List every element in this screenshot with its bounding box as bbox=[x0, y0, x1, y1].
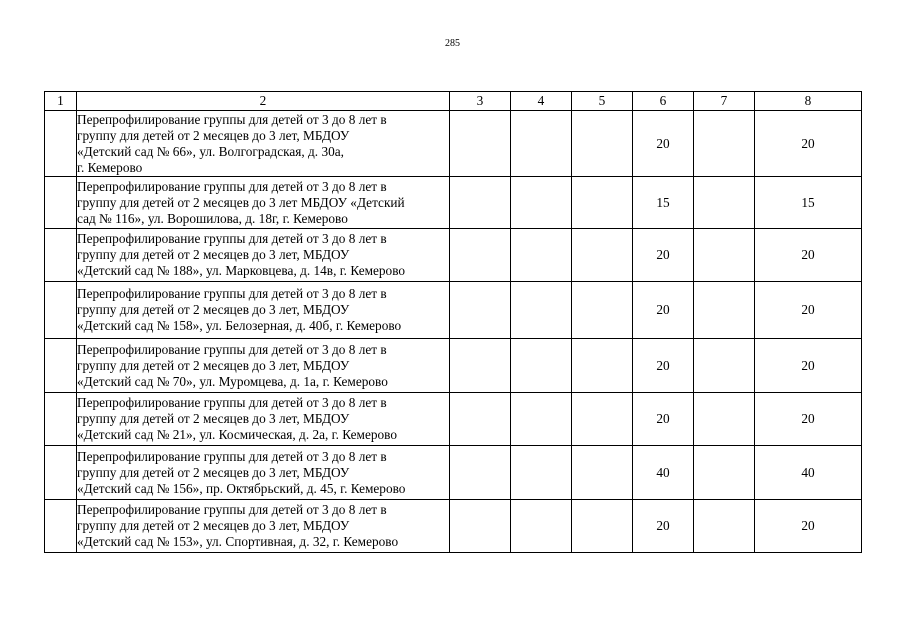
cell-col-1 bbox=[45, 393, 77, 446]
cell-col-8: 20 bbox=[755, 339, 862, 393]
header-col-6: 6 bbox=[633, 92, 694, 111]
cell-description: Перепрофилирование группы для детей от 3 до 8 лет в группу для детей от 2 месяцев до 3 лет, МБДОУ «Детский сад № 156», пр. Октябрьский, д. 45, г. Кемерово bbox=[77, 446, 450, 500]
cell-col-5 bbox=[572, 282, 633, 339]
cell-description: Перепрофилирование группы для детей от 3 до 8 лет в группу для детей от 2 месяцев до 3 лет, МБДОУ «Детский сад № 66», ул. Волгоградская, д. 30а, г. Кемерово bbox=[77, 111, 450, 177]
cell-col-5 bbox=[572, 339, 633, 393]
header-col-5: 5 bbox=[572, 92, 633, 111]
table-row bbox=[45, 111, 862, 177]
table-row bbox=[45, 339, 862, 393]
cell-description: Перепрофилирование группы для детей от 3 до 8 лет в группу для детей от 2 месяцев до 3 лет, МБДОУ «Детский сад № 21», ул. Космическая, д. 2а, г. Кемерово bbox=[77, 393, 450, 446]
cell-col-4 bbox=[511, 282, 572, 339]
cell-col-6: 20 bbox=[633, 500, 694, 553]
header-col-7: 7 bbox=[694, 92, 755, 111]
cell-col-1 bbox=[45, 111, 77, 177]
cell-col-7 bbox=[694, 111, 755, 177]
cell-description: Перепрофилирование группы для детей от 3 до 8 лет в группу для детей от 2 месяцев до 3 лет, МБДОУ «Детский сад № 158», ул. Белозерная, д. 40б, г. Кемерово bbox=[77, 282, 450, 339]
cell-col-4 bbox=[511, 229, 572, 282]
cell-col-8: 20 bbox=[755, 282, 862, 339]
cell-col-1 bbox=[45, 446, 77, 500]
cell-col-4 bbox=[511, 393, 572, 446]
cell-col-4 bbox=[511, 446, 572, 500]
cell-col-3 bbox=[450, 446, 511, 500]
cell-col-1 bbox=[45, 177, 77, 229]
cell-col-6: 40 bbox=[633, 446, 694, 500]
table-header bbox=[45, 92, 862, 111]
cell-col-7 bbox=[694, 500, 755, 553]
cell-col-8: 20 bbox=[755, 229, 862, 282]
cell-col-8: 20 bbox=[755, 393, 862, 446]
header-col-8: 8 bbox=[755, 92, 862, 111]
header-row bbox=[45, 92, 862, 111]
cell-col-4 bbox=[511, 111, 572, 177]
table-row bbox=[45, 229, 862, 282]
cell-col-6: 20 bbox=[633, 282, 694, 339]
cell-col-4 bbox=[511, 500, 572, 553]
table-row bbox=[45, 282, 862, 339]
cell-col-7 bbox=[694, 229, 755, 282]
cell-col-3 bbox=[450, 339, 511, 393]
cell-col-3 bbox=[450, 111, 511, 177]
cell-col-7 bbox=[694, 177, 755, 229]
cell-col-7 bbox=[694, 446, 755, 500]
cell-col-4 bbox=[511, 339, 572, 393]
cell-col-8: 20 bbox=[755, 111, 862, 177]
cell-col-1 bbox=[45, 500, 77, 553]
cell-col-5 bbox=[572, 229, 633, 282]
cell-col-6: 20 bbox=[633, 339, 694, 393]
cell-col-6: 20 bbox=[633, 111, 694, 177]
page-number: 285 bbox=[445, 38, 460, 49]
cell-col-8: 15 bbox=[755, 177, 862, 229]
table-row bbox=[45, 177, 862, 229]
cell-col-3 bbox=[450, 500, 511, 553]
cell-col-5 bbox=[572, 500, 633, 553]
data-table bbox=[44, 91, 862, 553]
cell-col-6: 20 bbox=[633, 393, 694, 446]
cell-col-1 bbox=[45, 282, 77, 339]
cell-col-3 bbox=[450, 229, 511, 282]
cell-description: Перепрофилирование группы для детей от 3 до 8 лет в группу для детей от 2 месяцев до 3 лет, МБДОУ «Детский сад № 188», ул. Марковцева, д. 14в, г. Кемерово bbox=[77, 229, 450, 282]
header-col-4: 4 bbox=[511, 92, 572, 111]
cell-col-5 bbox=[572, 111, 633, 177]
cell-col-1 bbox=[45, 339, 77, 393]
cell-description: Перепрофилирование группы для детей от 3 до 8 лет в группу для детей от 2 месяцев до 3 лет МБДОУ «Детский сад № 116», ул. Ворошилова, д. 18г, г. Кемерово bbox=[77, 177, 450, 229]
cell-col-3 bbox=[450, 282, 511, 339]
cell-col-6: 15 bbox=[633, 177, 694, 229]
cell-col-1 bbox=[45, 229, 77, 282]
header-col-2: 2 bbox=[77, 92, 450, 111]
table-row bbox=[45, 446, 862, 500]
cell-col-3 bbox=[450, 393, 511, 446]
cell-col-4 bbox=[511, 177, 572, 229]
header-col-1: 1 bbox=[45, 92, 77, 111]
table-row bbox=[45, 500, 862, 553]
cell-col-5 bbox=[572, 177, 633, 229]
cell-col-5 bbox=[572, 446, 633, 500]
cell-description: Перепрофилирование группы для детей от 3 до 8 лет в группу для детей от 2 месяцев до 3 лет, МБДОУ «Детский сад № 70», ул. Муромцева, д. 1а, г. Кемерово bbox=[77, 339, 450, 393]
header-col-3: 3 bbox=[450, 92, 511, 111]
table-row bbox=[45, 393, 862, 446]
cell-description: Перепрофилирование группы для детей от 3 до 8 лет в группу для детей от 2 месяцев до 3 лет, МБДОУ «Детский сад № 153», ул. Спортивная, д. 32, г. Кемерово bbox=[77, 500, 450, 553]
cell-col-8: 40 bbox=[755, 446, 862, 500]
cell-col-6: 20 bbox=[633, 229, 694, 282]
cell-col-8: 20 bbox=[755, 500, 862, 553]
cell-col-7 bbox=[694, 393, 755, 446]
cell-col-7 bbox=[694, 339, 755, 393]
cell-col-3 bbox=[450, 177, 511, 229]
cell-col-5 bbox=[572, 393, 633, 446]
cell-col-7 bbox=[694, 282, 755, 339]
